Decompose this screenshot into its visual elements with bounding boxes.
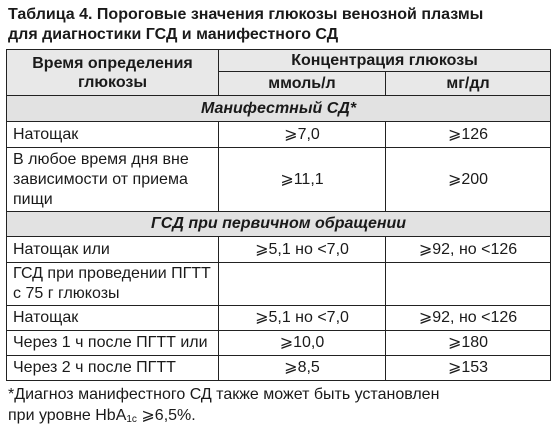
row-label: ГСД при проведении ПГТТ с 75 г глюкозы bbox=[7, 263, 219, 306]
row-mmol: ⩾5,1 но <7,0 bbox=[219, 237, 386, 263]
section-gsd: ГСД при первичном обращении bbox=[7, 212, 551, 237]
section-manifest: Манифестный СД* bbox=[7, 96, 551, 122]
footnote-line-1: *Диагноз манифестного СД также может быть установлен bbox=[8, 386, 440, 403]
title-line-1: Таблица 4. Пороговые значения глюкозы венозной плазмы bbox=[8, 6, 484, 23]
row-label: Натощак или bbox=[7, 237, 219, 263]
footnote-hba-prefix: при уровне HbA bbox=[8, 407, 127, 424]
table-row bbox=[7, 356, 551, 381]
header-mg: мг/дл bbox=[386, 72, 551, 96]
row-label: В любое время дня вне зависимости от приема пищи bbox=[7, 148, 219, 212]
footnote-threshold: ⩾6,5%. bbox=[136, 407, 196, 424]
table-title bbox=[8, 5, 553, 45]
table-row bbox=[7, 122, 551, 148]
row-mmol: ⩾7,0 bbox=[219, 122, 386, 148]
title-line-2: для диагностики ГСД и манифестного СД bbox=[8, 26, 339, 43]
glucose-threshold-table bbox=[6, 49, 551, 381]
row-mmol: ⩾8,5 bbox=[219, 356, 386, 381]
row-label: Через 1 ч после ПГТТ или bbox=[7, 331, 219, 356]
row-mg: ⩾180 bbox=[386, 331, 551, 356]
header-mmol: ммоль/л bbox=[219, 72, 386, 96]
row-mmol bbox=[219, 263, 386, 306]
row-mg: ⩾126 bbox=[386, 122, 551, 148]
header-concentration: Концентрация глюкозы bbox=[219, 50, 551, 72]
table-row bbox=[7, 263, 551, 306]
footnote-line-2 bbox=[8, 405, 548, 430]
row-mg: ⩾200 bbox=[386, 148, 551, 212]
header-time-col: Время определения глюкозы bbox=[7, 50, 219, 96]
footnote-hba-subscript: 1c bbox=[126, 414, 137, 425]
row-mg bbox=[386, 263, 551, 306]
row-mg: ⩾153 bbox=[386, 356, 551, 381]
table-row bbox=[7, 148, 551, 212]
row-mg: ⩾92, но <126 bbox=[386, 306, 551, 331]
row-mg: ⩾92, но <126 bbox=[386, 237, 551, 263]
footnote bbox=[8, 384, 548, 430]
table-row bbox=[7, 331, 551, 356]
table-row bbox=[7, 306, 551, 331]
row-mmol: ⩾5,1 но <7,0 bbox=[219, 306, 386, 331]
row-label: Натощак bbox=[7, 306, 219, 331]
row-mmol: ⩾11,1 bbox=[219, 148, 386, 212]
row-mmol: ⩾10,0 bbox=[219, 331, 386, 356]
row-label: Натощак bbox=[7, 122, 219, 148]
table-row bbox=[7, 237, 551, 263]
row-label: Через 2 ч после ПГТТ bbox=[7, 356, 219, 381]
